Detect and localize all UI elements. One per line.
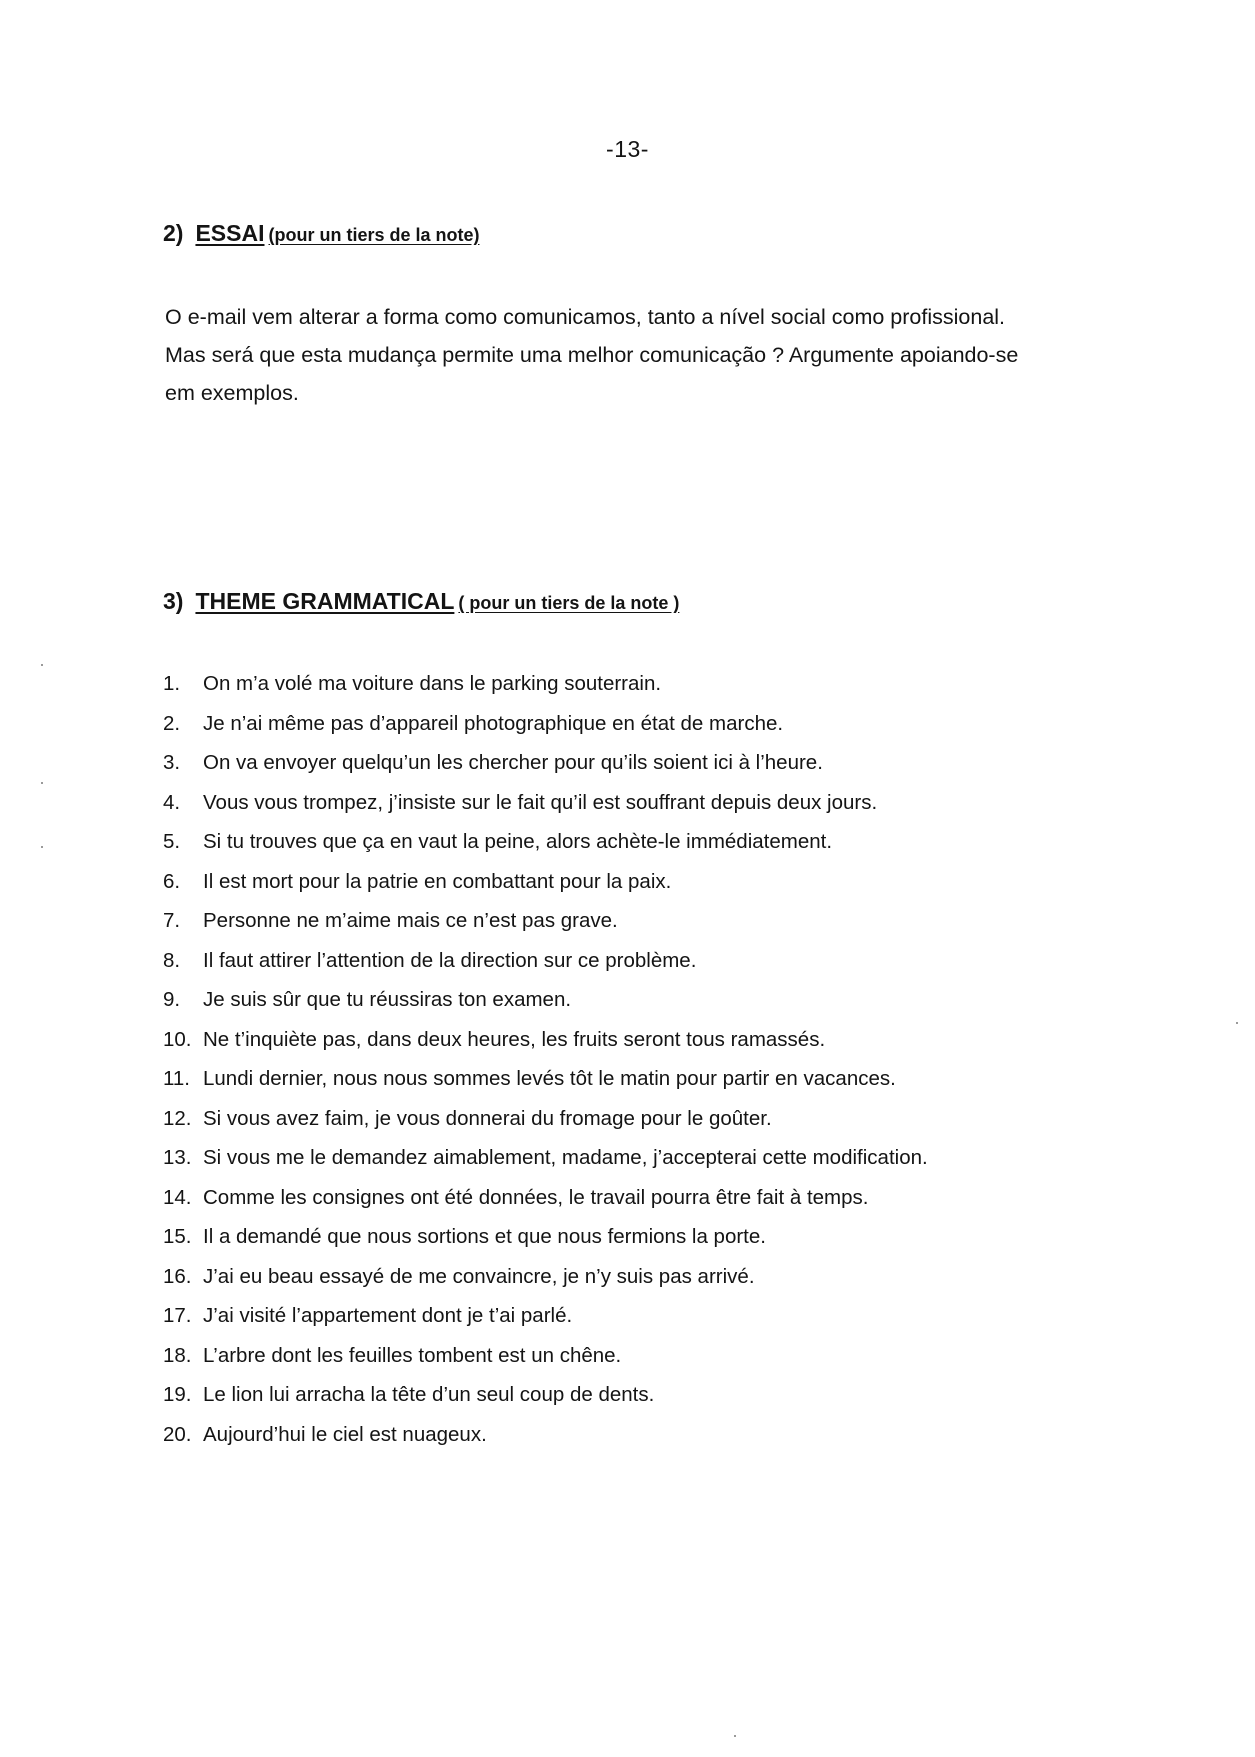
essay-title: ESSAI (195, 220, 265, 246)
sentence-text: Ne t’inquiète pas, dans deux heures, les fruits seront tous ramassés. (203, 1027, 826, 1051)
sentence-item (163, 941, 1083, 981)
sentence-text: Si vous avez faim, je vous donnerai du fromage pour le goûter. (203, 1106, 772, 1130)
sentence-number: 16. (163, 1264, 192, 1288)
sentence-number: 11. (163, 1067, 190, 1090)
sentence-number: 13. (163, 1146, 192, 1169)
sentence-text: Il a demandé que nous sortions et que nous fermions la porte. (203, 1225, 766, 1248)
sentence-number: 7. (163, 909, 181, 932)
sentence-number: 8. (163, 948, 181, 972)
sentence-item (163, 1020, 1083, 1060)
essay-number: 2) (163, 220, 184, 246)
sentence-text: On m’a volé ma voiture dans le parking souterrain. (203, 672, 662, 695)
essay-prompt-line: Mas será que esta mudança permite uma melhor comunicação ? Argumente apoiando-se (165, 343, 1019, 367)
sentence-item (163, 1336, 1083, 1376)
sentence-number: 18. (163, 1343, 192, 1367)
page-number: -13- (606, 136, 649, 162)
sentence-number: 1. (163, 672, 181, 695)
theme-number: 3) (163, 588, 184, 614)
sentence-text: Vous vous trompez, j’insiste sur le fait qu’il est souffrant depuis deux jours. (203, 790, 878, 814)
sentence-item (163, 862, 1083, 902)
sentence-text: Il est mort pour la patrie en combattant pour la paix. (203, 869, 672, 893)
sentence-text: Comme les consignes ont été données, le travail pourra être fait à temps. (203, 1185, 869, 1209)
scan-speck (734, 1735, 736, 1737)
scan-speck (41, 782, 43, 784)
sentence-text: Le lion lui arracha la tête d’un seul coup de dents. (203, 1383, 655, 1406)
sentence-text: Je suis sûr que tu réussiras ton examen. (203, 988, 572, 1011)
sentence-item (163, 822, 1083, 862)
sentence-text: Si tu trouves que ça en vaut la peine, alors achète-le immédiatement. (203, 830, 833, 853)
scan-speck (41, 664, 43, 666)
essay-prompt-line: em exemplos. (165, 381, 299, 405)
sentence-number: 14. (163, 1185, 192, 1209)
sentence-item (163, 1375, 1083, 1415)
sentence-item (163, 1059, 1083, 1099)
scan-speck (41, 846, 43, 848)
sentence-text: Lundi dernier, nous nous sommes levés tôt le matin pour partir en vacances. (203, 1067, 896, 1090)
sentence-number: 20. (163, 1422, 192, 1446)
essay-heading (163, 220, 480, 247)
sentence-number: 17. (163, 1304, 192, 1327)
sentence-text: Aujourd’hui le ciel est nuageux. (203, 1422, 487, 1446)
sentence-item (163, 1099, 1083, 1139)
sentence-text: Je n’ai même pas d’appareil photographique en état de marche. (203, 711, 784, 735)
sentence-text: On va envoyer quelqu’un les chercher pour qu’ils soient ici à l’heure. (203, 751, 823, 774)
essay-note: (pour un tiers de la note) (268, 225, 480, 245)
sentence-item (163, 664, 1083, 704)
sentence-item (163, 783, 1083, 823)
theme-heading (163, 588, 679, 615)
sentence-item (163, 743, 1083, 783)
sentence-item (163, 1217, 1083, 1257)
sentence-number: 4. (163, 790, 181, 814)
sentence-item (163, 1138, 1083, 1178)
sentence-text: Si vous me le demandez aimablement, madame, j’accepterai cette modification. (203, 1146, 928, 1169)
sentence-number: 9. (163, 988, 181, 1011)
theme-title: THEME GRAMMATICAL (195, 588, 455, 614)
sentence-text: Il faut attirer l’attention de la direction sur ce problème. (203, 948, 697, 972)
sentence-text: J’ai eu beau essayé de me convaincre, je n’y suis pas arrivé. (203, 1264, 755, 1288)
sentence-text: L’arbre dont les feuilles tombent est un chêne. (203, 1343, 622, 1367)
theme-note: ( pour un tiers de la note ) (458, 593, 680, 613)
sentence-item (163, 1178, 1083, 1218)
sentence-item (163, 1296, 1083, 1336)
essay-prompt (165, 298, 1115, 412)
sentence-number: 10. (163, 1027, 192, 1051)
sentence-item (163, 1257, 1083, 1297)
sentence-number: 2. (163, 711, 181, 735)
scan-speck (1236, 1022, 1238, 1024)
sentence-number: 12. (163, 1106, 192, 1130)
essay-prompt-line: O e-mail vem alterar a forma como comunicamos, tanto a nível social como profissional. (165, 305, 1006, 329)
sentence-list (163, 664, 1083, 1454)
sentence-item (163, 1415, 1083, 1455)
sentence-number: 3. (163, 751, 181, 774)
sentence-number: 5. (163, 830, 181, 853)
sentence-number: 6. (163, 869, 181, 893)
sentence-item (163, 901, 1083, 941)
sentence-number: 19. (163, 1383, 192, 1406)
sentence-text: J’ai visité l’appartement dont je t’ai parlé. (203, 1304, 573, 1327)
sentence-item (163, 704, 1083, 744)
sentence-item (163, 980, 1083, 1020)
sentence-text: Personne ne m’aime mais ce n’est pas grave. (203, 909, 618, 932)
sentence-number: 15. (163, 1225, 192, 1248)
